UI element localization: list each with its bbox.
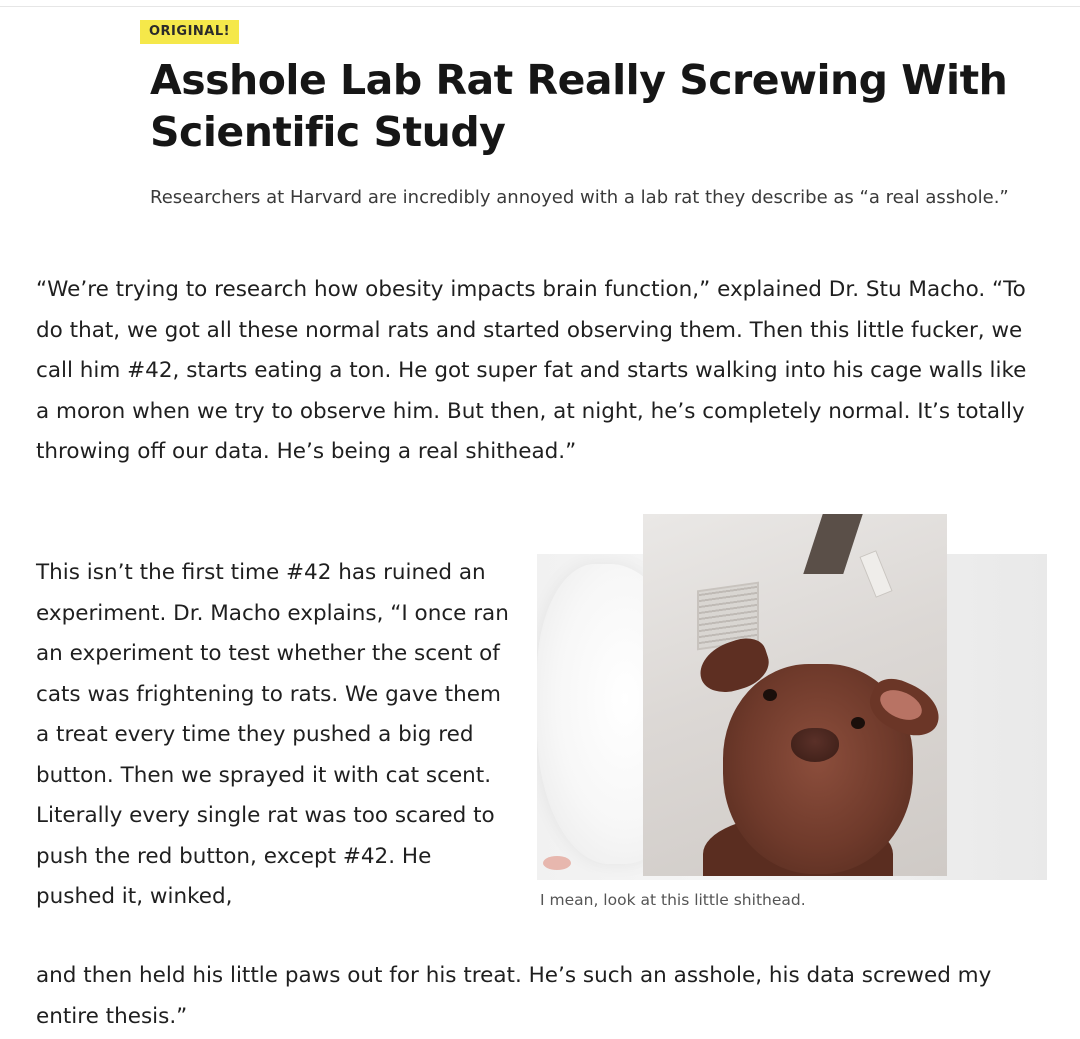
top-divider (0, 6, 1080, 7)
article-dek: Researchers at Harvard are incredibly annoyed with a lab rat they describe as “a real asshole.” (150, 187, 1009, 208)
dog-photo-overlay (643, 514, 947, 876)
dog-nose (791, 728, 839, 762)
wall-switch-plate (859, 550, 892, 598)
dog-left-eye (763, 689, 777, 701)
image-caption: I mean, look at this little shithead. (540, 891, 806, 909)
dog-right-eye (851, 717, 865, 729)
ceiling-beam (803, 514, 862, 574)
rat-paw (543, 856, 571, 870)
article-headline: Asshole Lab Rat Really Screwing With Scientific Study (150, 56, 1008, 156)
original-badge: ORIGINAL! (140, 20, 239, 44)
body-paragraph-3: and then held his little paws out for his treat. He’s such an asshole, his data screwed my entire thesis.” (36, 963, 992, 1029)
body-paragraph-2: This isn’t the first time #42 has ruined an experiment. Dr. Macho explains, “I once ran an experiment to test whether the scent of cats was frightening to rats. We gave them a treat every time they pushed a big red button. Then we sprayed it with cat scent. Literally every single rat was too scared to push the red button, except #42. He pushed it, winked, (36, 560, 509, 909)
body-paragraph-1: “We’re trying to research how obesity impacts brain function,” explained Dr. Stu Macho. “To do that, we got all these normal rats and started observing them. Then this little fucker, we call him #42, starts eating a ton. He got super fat and starts walking into his cage walls like a moron when we try to observe him. But then, at night, he’s completely normal. It’s totally throwing off our data. He’s being a real shithead.” (36, 277, 1027, 464)
